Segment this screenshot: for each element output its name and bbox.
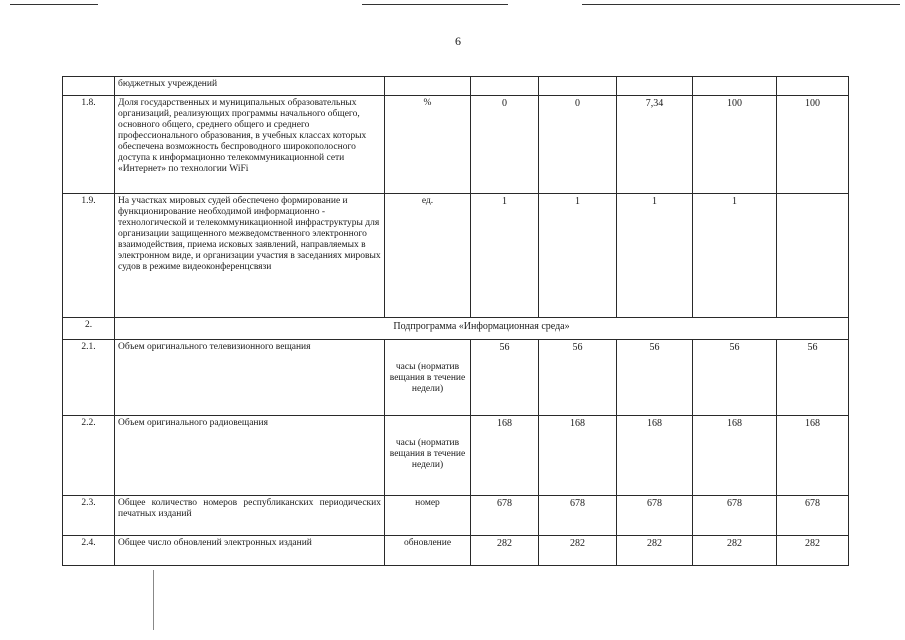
scan-line-top-mid (362, 4, 508, 5)
row-value: 282 (693, 536, 777, 566)
row-value: 168 (693, 416, 777, 496)
row-number: 2.1. (63, 340, 115, 416)
row-name: Доля государственных и муниципальных образовательных организаций, реализующих программы начального общего, основного общего, среднего общего и среднего профессионального образования, в учебных классах которых обеспечена возможность беспроводного широкополосного доступа к информационно телекоммуникационной сети «Интернет» по технологии WiFi (115, 96, 385, 194)
table-row (63, 96, 849, 194)
row-unit: часы (норматив вещания в течение недели) (389, 438, 466, 470)
row-value: 7,34 (617, 96, 693, 194)
row-name: Общее количество номеров республиканских периодических печатных изданий (115, 496, 385, 536)
table-row (63, 416, 849, 496)
row-unit: % (385, 96, 471, 194)
table-row-continued (63, 77, 849, 96)
row-value: 1 (471, 194, 539, 318)
row-number: 1.8. (63, 96, 115, 194)
row-name: На участках мировых судей обеспечено формирование и функционирование необходимой информационно - технологической и телекоммуникационной инфраструктуры для организации защищенного межведомственного электронного взаимодействия, приема исковых заявлений, направляемых в электронном виде, и организации участия в заседаниях мировых судов в режиме видеоконференцсвязи (115, 194, 385, 318)
table-row (63, 496, 849, 536)
row-value: 282 (617, 536, 693, 566)
section-title: Подпрограмма «Информационная среда» (115, 318, 849, 340)
row-value: 1 (617, 194, 693, 318)
row-value: 56 (693, 340, 777, 416)
table-row (63, 340, 849, 416)
row-value: 0 (471, 96, 539, 194)
row-value (777, 194, 849, 318)
row-unit: часы (норматив вещания в течение недели) (389, 362, 466, 394)
row-value: 168 (471, 416, 539, 496)
row-value: 678 (539, 496, 617, 536)
row-value: 168 (539, 416, 617, 496)
row-name: бюджетных учреждений (115, 77, 385, 96)
scan-line-top-right (582, 4, 900, 5)
row-value: 678 (693, 496, 777, 536)
row-unit: обновление (385, 536, 471, 566)
row-number: 2.3. (63, 496, 115, 536)
row-value: 168 (777, 416, 849, 496)
row-value: 56 (777, 340, 849, 416)
row-value: 1 (693, 194, 777, 318)
row-value: 100 (693, 96, 777, 194)
row-number: 2.4. (63, 536, 115, 566)
row-number: 1.9. (63, 194, 115, 318)
scan-line-top-left (10, 4, 98, 5)
indicators-table (62, 76, 848, 566)
row-value: 282 (777, 536, 849, 566)
row-value: 100 (777, 96, 849, 194)
table-row (63, 536, 849, 566)
section-row (63, 318, 849, 340)
row-unit: номер (385, 496, 471, 536)
scan-line-vertical (153, 570, 154, 630)
row-name: Объем оригинального радиовещания (115, 416, 385, 496)
row-number: 2.2. (63, 416, 115, 496)
row-name: Общее число обновлений электронных изданий (115, 536, 385, 566)
table-row (63, 194, 849, 318)
row-value: 678 (777, 496, 849, 536)
row-value: 282 (539, 536, 617, 566)
row-value: 56 (539, 340, 617, 416)
row-value: 0 (539, 96, 617, 194)
row-value: 168 (617, 416, 693, 496)
row-value: 282 (471, 536, 539, 566)
section-number: 2. (63, 318, 115, 340)
row-value: 56 (617, 340, 693, 416)
row-value: 678 (471, 496, 539, 536)
row-value: 1 (539, 194, 617, 318)
row-value: 56 (471, 340, 539, 416)
page-number: 6 (455, 34, 461, 48)
row-name: Объем оригинального телевизионного вещания (115, 340, 385, 416)
row-value: 678 (617, 496, 693, 536)
row-unit: ед. (385, 194, 471, 318)
